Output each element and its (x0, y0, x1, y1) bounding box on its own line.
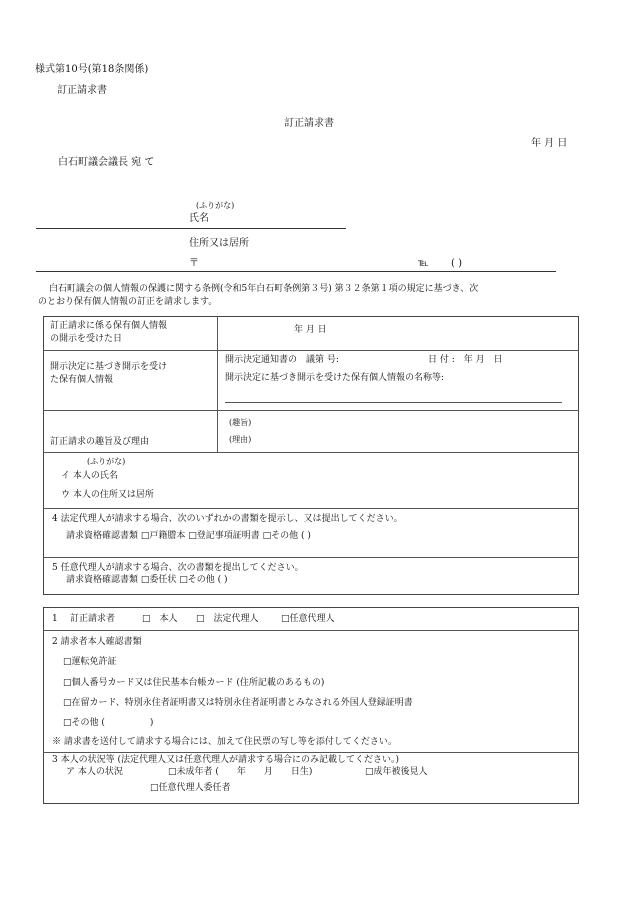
furigana-label: (ふりがな) (196, 201, 235, 210)
name-underline (36, 228, 346, 229)
disclosure-date-label-1: 訂正請求に係る保有個人情報 (50, 321, 168, 331)
principal-status-heading: 3 本人の状況等 (法定代理人又は任意代理人が請求する場合にのみ記載してください。) (52, 755, 399, 765)
form-name: 訂正請求書 (57, 85, 107, 96)
principal-furigana: (ふりがな) (87, 457, 126, 466)
disclosure-date-value[interactable]: 年 月 日 (294, 325, 327, 335)
principal-address-label[interactable]: ウ 本人の住所又は居所 (61, 490, 154, 500)
page-title: 訂正請求書 (284, 118, 334, 129)
table-column-divider (217, 316, 218, 452)
disclosure-date-label-2: の開示を受けた日 (50, 334, 123, 344)
reason-label[interactable]: (理由) (229, 435, 252, 444)
addressee: 白石町議会議長 宛 て (58, 157, 155, 168)
intro-line-1: 白石町議会の個人情報の保護に関する条例(令和5年白石町条例第３号) 第３２条第１項の規定に基づき、次 (49, 284, 479, 294)
intro-line-2: のとおり保有個人情報の訂正を請求します。 (38, 297, 218, 307)
name-label: 氏名 (189, 213, 209, 224)
voluntary-agent-instruction: 5 任意代理人が請求する場合、次の書類を提出してください。 (52, 563, 304, 573)
voluntary-agent-documents[interactable]: 請求資格確認書類 □委任状 □その他 ( ) (66, 575, 228, 585)
address-underline (36, 271, 556, 272)
requester-legal-agent-checkbox[interactable]: □ 法定代理人 (196, 614, 259, 624)
principal-name-label[interactable]: イ 本人の氏名 (61, 471, 118, 481)
doc-residence-card-checkbox[interactable]: □在留カード、特別永住者証明書又は特別永住者証明書とみなされる外国人登録証明書 (63, 698, 413, 708)
disclosed-info-name-label: 開示決定に基づき開示を受けた保有個人情報の名称等: (225, 373, 445, 383)
identity-documents-heading: 2 請求者本人確認書類 (52, 637, 142, 647)
date-line: 年 月 日 (531, 138, 568, 149)
doc-drivers-license-checkbox[interactable]: □運転免許証 (63, 657, 117, 667)
status-adult-ward-checkbox[interactable]: □成年被後見人 (365, 767, 428, 777)
doc-other-checkbox[interactable]: □その他 ( ) (63, 718, 154, 728)
legal-agent-instruction: 4 法定代理人が請求する場合、次のいずれかの書類を提示し、又は提出してください。 (52, 514, 403, 524)
requester-label: 訂正請求者 (70, 614, 116, 624)
requester-voluntary-agent-checkbox[interactable]: □任意代理人 (281, 614, 335, 624)
form-number: 様式第10号(第18条関係) (35, 64, 149, 75)
purport-label[interactable]: (趣旨) (229, 418, 252, 427)
status-principal-checkbox[interactable]: □任意代理人委任者 (150, 783, 231, 793)
legal-agent-documents[interactable]: 請求資格確認書類 □戸籍謄本 □登記事項証明書 □その他 ( ) (66, 531, 311, 541)
tel-label: ℡ (418, 258, 429, 269)
notice-number-label[interactable]: 開示決定通知書の 議第 号: (225, 355, 339, 365)
principal-status-label: ア 本人の状況 (66, 767, 123, 777)
disclosed-info-name-field[interactable] (225, 402, 562, 403)
address-label: 住所又は居所 (189, 238, 249, 249)
purpose-reason-label: 訂正請求の趣旨及び理由 (50, 437, 150, 447)
tel-paren: ( ) (451, 258, 462, 269)
mail-request-note: ※ 請求書を送付して請求する場合には、加えて住民票の写し等を添付してください。 (52, 737, 397, 747)
requester-self-checkbox[interactable]: □ 本人 (142, 614, 178, 624)
doc-my-number-card-checkbox[interactable]: □個人番号カード又は住民基本台帳カード (住所記載のあるもの) (63, 678, 325, 688)
notice-date-label[interactable]: 日 付 : 年 月 日 (428, 355, 503, 365)
disclosed-info-label-2: た保有個人情報 (50, 375, 114, 385)
status-minor-checkbox[interactable]: □未成年者 ( 年 月 日生) (168, 767, 313, 777)
postal-mark: 〒 (189, 258, 199, 269)
requester-number: 1 (52, 614, 58, 624)
disclosed-info-label-1: 開示決定に基づき開示を受け (50, 362, 168, 372)
